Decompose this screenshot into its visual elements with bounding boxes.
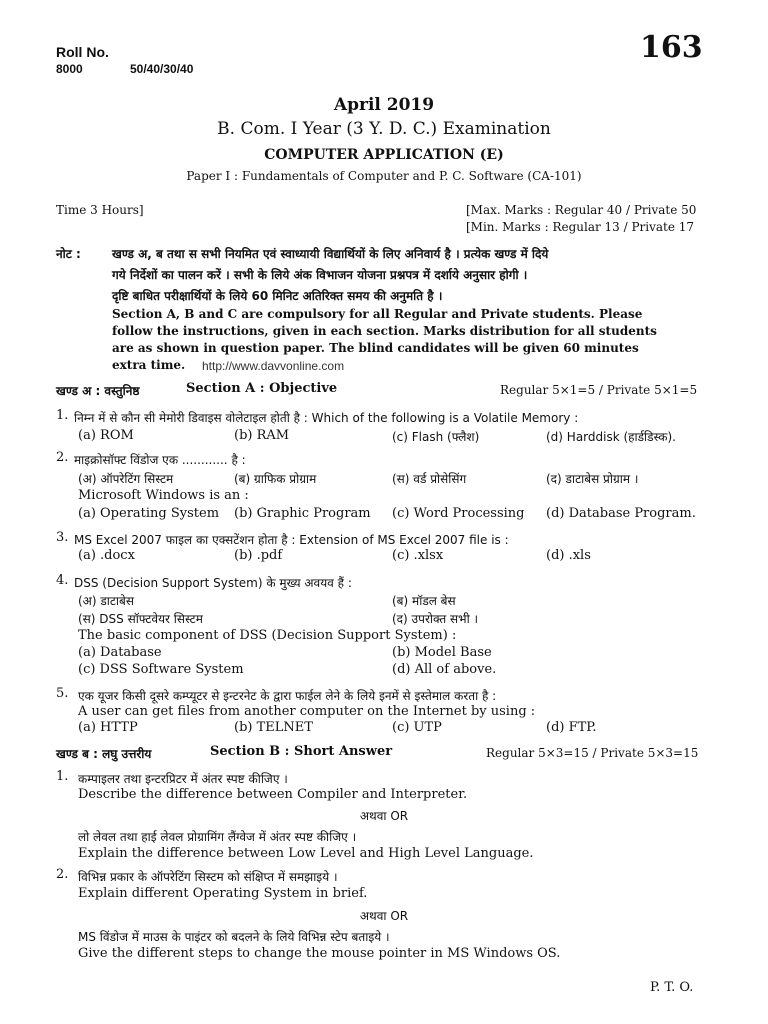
b-q1-hindi: कम्पाइलर तथा इन्टरप्रिटर में अंतर स्पष्ट कीजिए ।	[78, 772, 288, 786]
q3-number: 3.	[56, 530, 69, 545]
q5-option-a: (a) HTTP	[78, 720, 138, 735]
q2-option-b: (b) Graphic Program	[234, 506, 371, 521]
b-q1-alt-hindi: लो लेवल तथा हाई लेवल प्रोग्रामिंग लैंग्वेज में अंतर स्पष्ट कीजिए ।	[78, 830, 357, 844]
q3-option-b: (b) .pdf	[234, 548, 283, 563]
q2-hindi: माइक्रोसॉफ्ट विंडोज एक ............ है :	[74, 453, 246, 467]
note-en-line-4: extra time.	[112, 358, 186, 372]
q2-option-a: (a) Operating System	[78, 506, 220, 521]
q5-hindi: एक यूजर किसी दूसरे कम्प्यूटर से इन्टरनेट के द्वारा फाईल लेने के लिये इनमें से इस्तेमाल करता है :	[78, 689, 497, 703]
note-en-line-2: follow the instructions, given in each section. Marks distribution for all students	[112, 324, 657, 338]
exam-date: April 2019	[333, 95, 435, 115]
q3-option-d: (d) .xls	[546, 548, 591, 563]
q1-option-d: (d) Harddisk (हार्डडिस्क).	[546, 430, 676, 444]
note-en-line-3: are as shown in question paper. The blind candidates will be given 60 minutes	[112, 341, 639, 355]
q4-hindi: DSS (Decision Support System) के मुख्य अवयव हैं :	[74, 576, 352, 590]
q2-option-d: (d) Database Program.	[546, 506, 696, 521]
q4-option-d: (d) All of above.	[392, 662, 497, 677]
q1-number: 1.	[56, 408, 69, 423]
subject-title: COMPUTER APPLICATION (E)	[264, 147, 504, 163]
section-a-marks: Regular 5×1=5 / Private 5×1=5	[500, 383, 698, 397]
b-q2-or: अथवा OR	[359, 909, 409, 923]
q4-hindi-option-b: (ब) मॉडल बेस	[392, 594, 456, 608]
note-label: नोट :	[56, 247, 81, 261]
watermark-url: http://www.davvonline.com	[202, 359, 345, 373]
b-q2-english: Explain different Operating System in brief.	[78, 886, 368, 901]
q5-option-b: (b) TELNET	[234, 720, 313, 735]
q1-option-c: (c) Flash (फ्लैश)	[392, 430, 480, 444]
q5-number: 5.	[56, 686, 69, 701]
exam-name: B. Com. I Year (3 Y. D. C.) Examination	[217, 119, 551, 139]
q2-option-c: (c) Word Processing	[392, 506, 525, 521]
q4-english: The basic component of DSS (Decision Support System) :	[78, 628, 457, 643]
b-q2-hindi: विभिन्न प्रकार के ऑपरेटिंग सिस्टम को संक्षिप्त में समझाइये ।	[78, 870, 338, 884]
section-a-heading-hindi: खण्ड अ : वस्तुनिष्ठ	[56, 384, 140, 398]
section-b-marks: Regular 5×3=15 / Private 5×3=15	[486, 746, 699, 760]
time-allowed: Time 3 Hours]	[56, 203, 144, 217]
q4-hindi-option-c: (स) DSS सॉफ्टवेयर सिस्टम	[78, 612, 203, 626]
paper-number: 163	[640, 30, 703, 65]
q3-option-a: (a) .docx	[78, 548, 135, 563]
roll-label: Roll No.	[56, 44, 109, 60]
note-en-line-1: Section A, B and C are compulsory for all Regular and Private students. Please	[112, 307, 643, 321]
q5-option-d: (d) FTP.	[546, 720, 597, 735]
q5-english: A user can get files from another computer on the Internet by using :	[78, 704, 536, 719]
q3-text: MS Excel 2007 फाइल का एक्सटेंशन होता है : Extension of MS Excel 2007 file is :	[74, 533, 509, 547]
max-marks: [Max. Marks : Regular 40 / Private 50	[466, 203, 697, 217]
b-q1-alt-english: Explain the difference between Low Level and High Level Language.	[78, 846, 534, 861]
section-a-heading: Section A : Objective	[186, 381, 338, 396]
b-q1-number: 1.	[56, 769, 69, 784]
b-q1-or: अथवा OR	[359, 809, 409, 823]
code-marks: 50/40/30/40	[130, 62, 194, 76]
section-b-heading-hindi: खण्ड ब : लघु उत्तरीय	[56, 747, 152, 761]
b-q2-alt-english: Give the different steps to change the mouse pointer in MS Windows OS.	[78, 946, 561, 961]
q2-hindi-option-d: (द) डाटाबेस प्रोग्राम ।	[546, 472, 639, 486]
q5-option-c: (c) UTP	[392, 720, 442, 735]
q1-option-b: (b) RAM	[234, 428, 290, 443]
q2-english: Microsoft Windows is an :	[78, 488, 249, 503]
note-hindi-line-1: खण्ड अ, ब तथा स सभी नियमित एवं स्वाध्यायी विद्यार्थियों के लिए अनिवार्य है । प्रत्येक खण्ड में दिये	[112, 247, 549, 261]
min-marks: [Min. Marks : Regular 13 / Private 17	[466, 220, 695, 234]
q4-hindi-option-a: (अ) डाटाबेस	[78, 594, 134, 608]
q2-hindi-option-b: (ब) ग्राफिक प्रोग्राम	[234, 472, 317, 486]
q3-option-c: (c) .xlsx	[392, 548, 444, 563]
q1-text: निम्न में से कौन सी मेमोरी डिवाइस वोलेटाइल होती है : Which of the following is a Volatile Memory :	[74, 411, 579, 425]
q2-hindi-option-a: (अ) ऑपरेटिंग सिस्टम	[78, 472, 174, 486]
b-q1-english: Describe the difference between Compiler and Interpreter.	[78, 787, 468, 802]
note-hindi-line-3: दृष्टि बाधित परीक्षार्थियों के लिये 60 मिनिट अतिरिक्त समय की अनुमति है ।	[112, 289, 443, 303]
b-q2-number: 2.	[56, 867, 69, 882]
pto-label: P. T. O.	[650, 980, 694, 995]
q4-hindi-option-d: (द) उपरोक्त सभी ।	[392, 612, 479, 626]
note-hindi-line-2: गये निर्देशों का पालन करें । सभी के लिये अंक विभाजन योजना प्रश्नपत्र में दर्शाये अनुसार होगी ।	[112, 268, 528, 282]
q2-hindi-option-c: (स) वर्ड प्रोसेसिंग	[392, 472, 467, 486]
q4-number: 4.	[56, 573, 69, 588]
paper-title: Paper I : Fundamentals of Computer and P. C. Software (CA-101)	[186, 169, 582, 183]
q4-option-a: (a) Database	[78, 645, 162, 660]
q2-number: 2.	[56, 450, 69, 465]
q1-option-a: (a) ROM	[78, 428, 134, 443]
section-b-heading: Section B : Short Answer	[210, 744, 393, 759]
q4-option-c: (c) DSS Software System	[78, 662, 244, 677]
b-q2-alt-hindi: MS विंडोज में माउस के पाइंटर को बदलने के लिये विभिन्न स्टेप बताइये ।	[78, 930, 390, 944]
q4-option-b: (b) Model Base	[392, 645, 492, 660]
code-left: 8000	[56, 62, 83, 76]
